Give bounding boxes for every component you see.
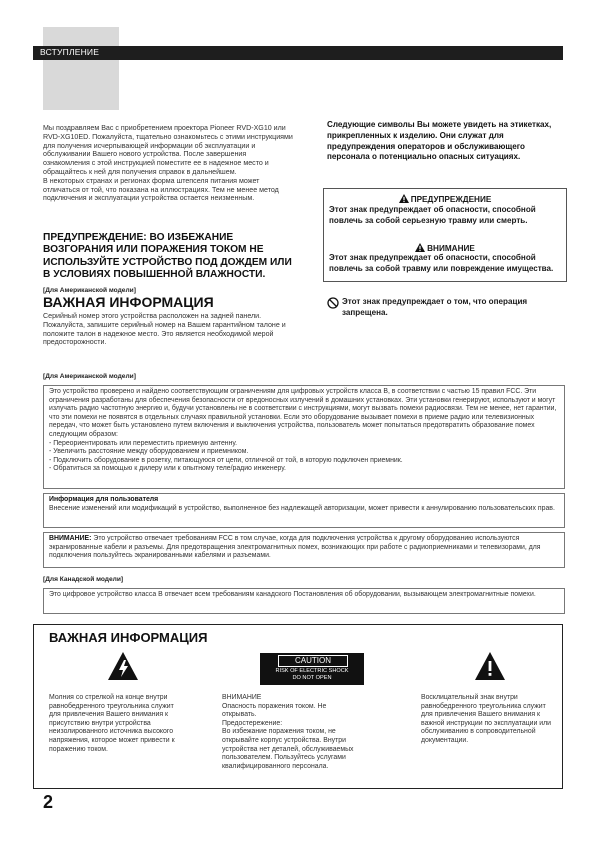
warning-title: ПРЕДУПРЕЖДЕНИЕ — [410, 195, 492, 204]
caution-desc-title: ВНИМАНИЕ — [222, 694, 262, 701]
warning-text: Этот знак предупреждает об опасности, способной повлечь за собой серьезную травму или смерть. — [329, 205, 536, 225]
fcc-list-item: - Переориентировать или переместить приемную антенну. — [49, 439, 238, 447]
lightning-description: Молния со стрелкой на конце внутри равнобедренного треугольника служит для привлечения Вашего внимания к присутствию внутри устройства неизолированного источника высокого напряжения, которое может привести к поражению током. — [49, 694, 175, 753]
fcc-us-model-tag: [Для Американской модели] — [43, 373, 136, 380]
caution-text: Этот знак предупреждает об опасности, способной повлечь за собой травму или повреждение имущества. — [329, 253, 554, 273]
important-info-box-title: ВАЖНАЯ ИНФОРМАЦИЯ — [49, 630, 208, 645]
caution-desc-line-3: Во избежание поражения током, не открывайте корпус устройства. Внутри устройства нет деталей, обслуживаемых пользователем. Пользуйтесь услугами квалифицированного персонала. — [222, 728, 354, 770]
caution-label — [260, 653, 364, 685]
caution-title: ВНИМАНИЕ — [427, 244, 475, 253]
warning-title-row — [324, 194, 566, 204]
exclamation-triangle-icon — [475, 652, 505, 680]
header-gray-block — [43, 27, 119, 110]
section-title: ВСТУПЛЕНИЕ — [40, 47, 100, 57]
canada-box — [43, 588, 565, 614]
fcc-list-item: - Обратиться за помощью к дилеру или к опытному теле/радио инженеру. — [49, 465, 286, 473]
important-info-heading: ВАЖНАЯ ИНФОРМАЦИЯ — [43, 294, 214, 310]
prohibited-icon — [327, 297, 339, 309]
symbols-intro: Следующие символы Вы можете увидеть на этикетках, прикрепленных к изделию. Они служат для предупреждения операторов и обслуживающего персонала о потенциально опасных ситуациях. — [327, 120, 552, 162]
intro-text — [43, 124, 293, 203]
caution-description — [222, 694, 362, 771]
caution-desc-line-1: Опасность поражения током. Не открывать. — [222, 702, 327, 719]
attention-text: Это устройство отвечает требованиям FCC в том случае, когда для подключения устройства к другому оборудованию используются экранированные кабели и разъемы. Для предотвращения электромагнитных помех, возникающих при работе с радиоприемниками и телевизорами, для подключения пользуйтесь экранированными кабелями и разъемами. — [49, 535, 541, 560]
attention-box — [43, 532, 565, 568]
serial-number-text: Серийный номер этого устройства расположен на задней панели. Пожалуйста, запишите серийный номер на Вашем гарантийном талоне и положите талон в надежное место. Это является необходимой мерой предосторожности. — [43, 312, 286, 347]
page-number: 2 — [43, 792, 54, 812]
canada-model-tag: [Для Канадской модели] — [43, 576, 124, 583]
caution-label-title: CAUTION — [278, 655, 348, 667]
caution-title-row — [324, 243, 566, 253]
prohibited-text: Этот знак предупреждает о том, что операция запрещена. — [342, 297, 528, 317]
warning-triangle-icon — [399, 194, 409, 203]
user-info-box — [43, 493, 565, 528]
intro-paragraph-2: В некоторых странах и регионах форма штепселя питания может отличаться от той, что показана на иллюстрациях. Тем не менее метод подключения и эксплуатации устройства остается неизменным. — [43, 176, 279, 203]
caution-triangle-icon — [415, 243, 425, 252]
caution-desc-line-2: Предостережение: — [222, 719, 283, 727]
caution-label-line-3: DO NOT OPEN — [292, 675, 332, 681]
exclamation-description: Восклицательный знак внутри равнобедренного треугольника служит для привлечения Вашего внимания к важной инструкции по эксплуатации или обслуживанию в сопроводительной документации. — [421, 694, 551, 744]
fcc-list-item: - Увеличить расстояние между оборудованием и приемником. — [49, 448, 249, 456]
fcc-text: Это устройство проверено и найдено соответствующим ограничениям для цифровых устройств класса B, в соответствии с частью 15 правил FCC. Эти ограничения разработаны для обеспечения безопасности от вредоносных излучений в домашних установках. Эти установки генерируют, используют и могут излучать радио частотную энергию и, будучи установлены не в соответствии с инструкциями, могут вызвать помехи радиосвязи. Тем не менее, нет гарантии, что эти помехи не появятся в отдельных случаях правильной установки. Если это оборудование вызывает помехи в приеме радио или телевизионных передач, что может быть установлено путем включения и выключения устройства, пользователь может попытаться предотвратить образование помех следующим образом: — [49, 388, 557, 438]
section-header-bar — [33, 46, 563, 60]
attention-label: ВНИМАНИЕ: — [49, 535, 92, 542]
fcc-list — [49, 440, 559, 474]
main-warning: ПРЕДУПРЕЖДЕНИЕ: ВО ИЗБЕЖАНИЕ ВОЗГОРАНИЯ ИЛИ ПОРАЖЕНИЯ ТОКОМ НЕ ИСПОЛЬЗУЙТЕ УСТРОЙСТВО ПОД ДОЖДЕМ ИЛИ В УСЛОВИЯХ ПОВЫШЕННОЙ ВЛАЖНОСТИ. — [43, 232, 292, 281]
caution-label-sub — [260, 668, 364, 682]
user-info-title: Информация для пользователя — [49, 496, 159, 503]
caution-label-line-2: RISK OF ELECTRIC SHOCK — [275, 668, 349, 674]
symbols-box — [323, 188, 567, 282]
fcc-box — [43, 385, 565, 489]
intro-paragraph-1: Мы поздравляем Вас с приобретением проектора Pioneer RVD-XG10 или RVD-XG10ED. Пожалуйста, тщательно ознакомьтесь с этими инструкциями для получения исчерпывающей информации об эксплуатации и обслуживании Вашего нового устройства. После завершения ознакомления с этой инструкцией поместите ее в надежное место и обращайтесь к ней для получения справок в дальнейшем. — [43, 124, 293, 176]
lightning-triangle-icon — [108, 652, 138, 680]
fcc-list-item: - Подключить оборудование в розетку, питающуюся от цепи, отличной от той, в которую подключен приемник. — [49, 456, 403, 464]
canada-text: Это цифровое устройство класса B отвечает всем требованиям канадского Постановления об оборудовании, вызывающем электромагнитные помехи. — [49, 591, 536, 598]
user-info-text: Внесение изменений или модификаций в устройство, выполненное без надлежащей авторизации, может привести к аннулированию пользовательских прав. — [49, 504, 555, 512]
us-model-tag: [Для Американской модели] — [43, 287, 136, 294]
